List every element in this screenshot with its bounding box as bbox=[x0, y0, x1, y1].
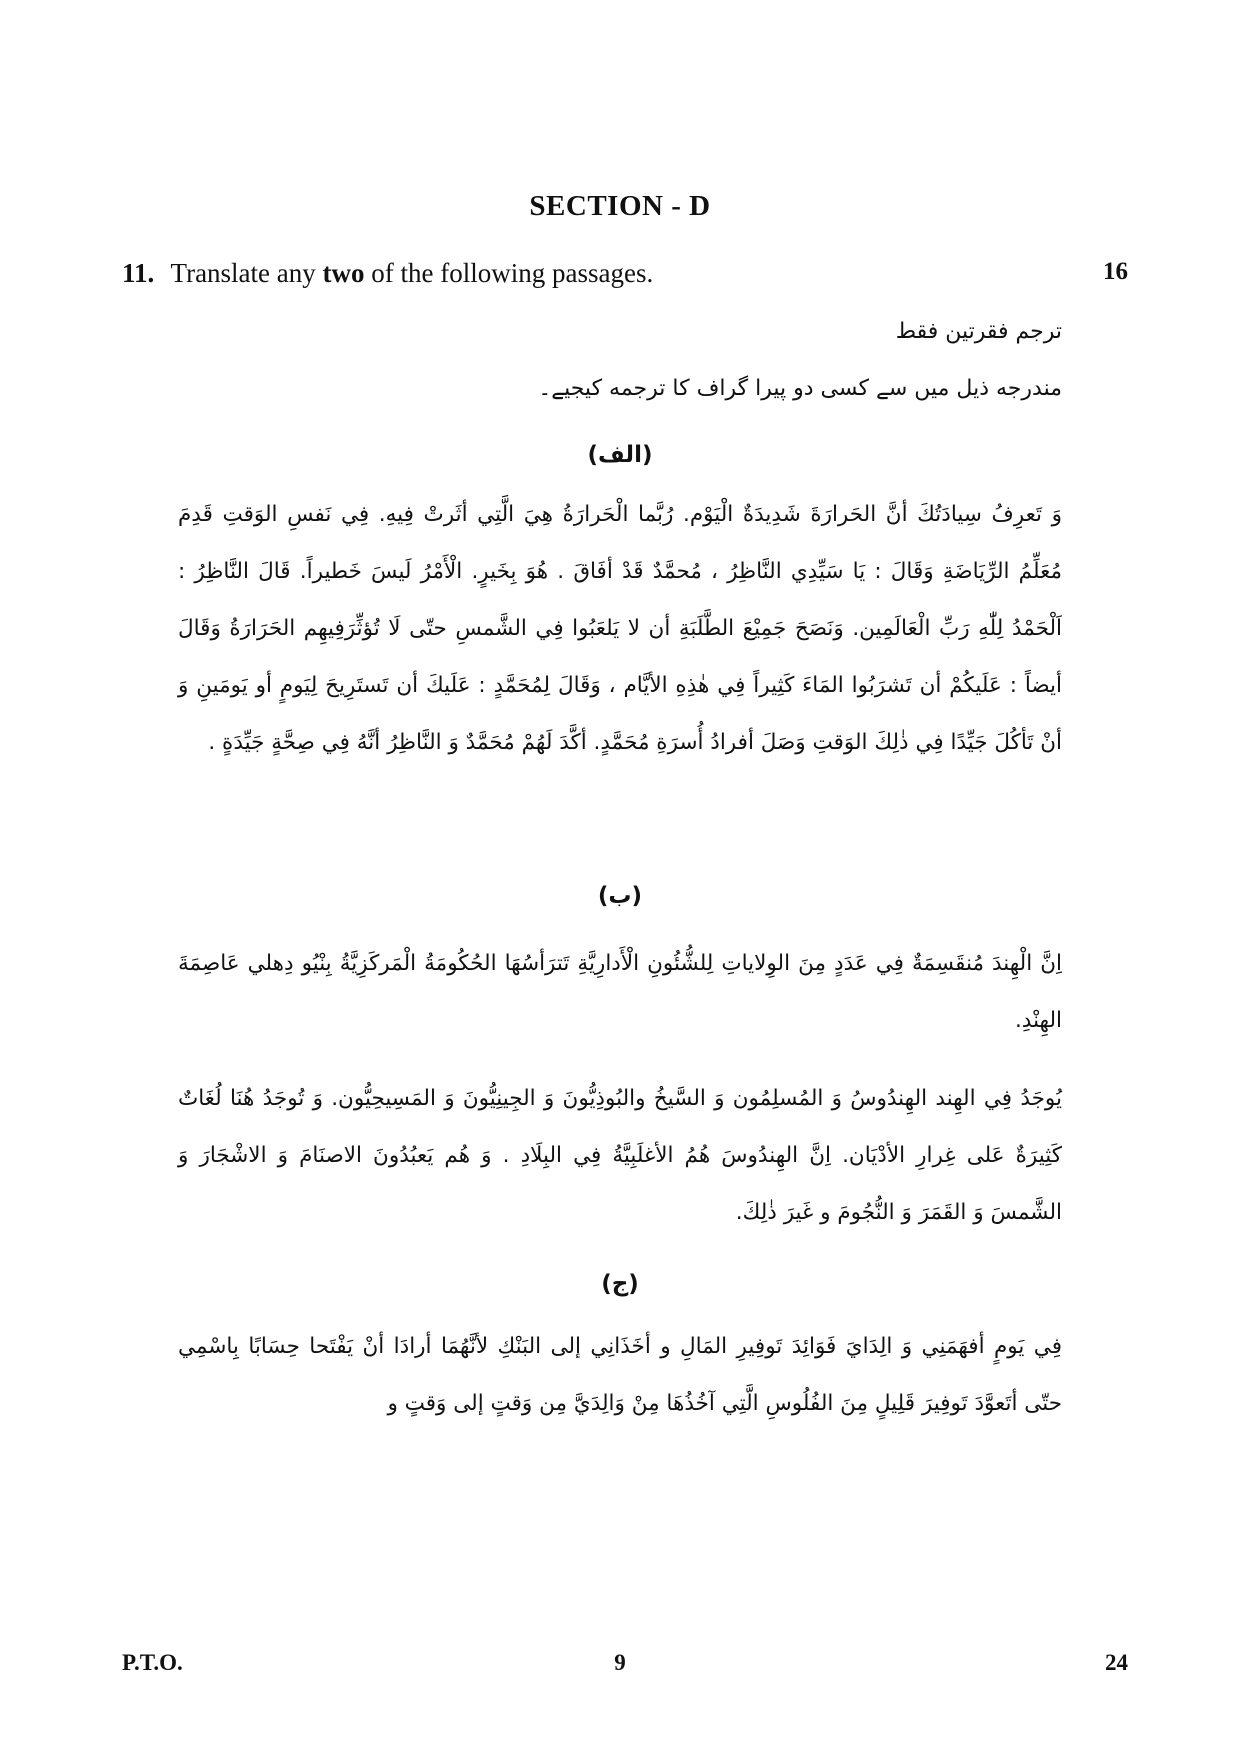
passage-c-label: (ج) bbox=[601, 1271, 639, 1297]
instruction-arabic: ترجم فقرتين فقط bbox=[895, 319, 1062, 344]
question-marks: 16 bbox=[1103, 258, 1128, 285]
question-text-bold: two bbox=[322, 258, 365, 288]
passage-b-paragraph-1: اِنَّ الْهِندَ مُنقَسِمَةٌ فِي عَدَدٍ مِنَ الوِلاياتِ لِلشُّئُونِ الْأَدارِيَّةِ تَترَأسُهَا الحُكُومَةُ الْمَركَزِيَّةُ بِنْيُو دِهلي عَاصِمَةَ الهِنْدِ. bbox=[178, 951, 1062, 1033]
passage-c-text: فِي يَومٍ أفهَمَنِي وَ الِدَايَ فَوَائِدَ تَوفِيرِ المَالِ و أخَذَانِي إلى البَنْكِ لأنَّهُمَا أرادَا أنْ يَفْتَحا حِسَابًا بِاسْمِي حتّى أتَعوَّدَ تَوفِيرَ قَلِيلٍ مِنَ الفُلُوسِ الَّتِي آخُذُهَا مِنْ وَالِدَيَّ مِن وَقتٍ إلى وَقتٍ و bbox=[178, 1334, 1062, 1416]
passage-a-text: وَ تَعرِفُ سِيادَتُكَ أنَّ الحَرارَةَ شَدِيدَةٌ الْيَوْم. رُبَّما الْحَرارَةُ هِيَ الَّتِي أثَرتْ فِيهِ. فِي نَفسِ الوَقتِ قَدِمَ مُعَلِّمُ الرِّيَاضَةِ وَقَالَ : يَا سَيِّدِي النَّاظِرُ ، مُحمَّدٌ قَدْ أفَاقَ . هُوَ بِخَيرٍ. الْأَمْرُ لَيسَ خَطيراً. قَالَ النَّاظِرُ : اَلْحَمْدُ لِلّٰهِ رَبِّ الْعَالَمِين. وَنَصَحَ جَمِيْعَ الطَّلَبَةِ أن لا يَلعَبُوا فِي الشَّمسِ حتّى لَا تُؤثِّرَفِيهِم الحَرَارَةُ وَقَالَ أيضاً : عَلَيكُمْ أن تَشرَبُوا المَاءَ كَثِيراً فِي هٰذِهِ الأيَّام ، وَقَالَ لِمُحَمَّدٍ : عَلَيكَ أن تَستَرِيحَ لِيَومٍ أو يَومَينِ وَ أنْ تَأكُلَ جَيِّدًا فِي ذٰلِكَ الوَقتِ وَصَلَ أفرادُ أُسرَةِ مُحَمَّدٍ. أكَّدَ لَهُمْ مُحَمَّدٌ وَ النَّاظِرُ أنَّهُ فِي صِحَّةٍ جَيِّدَةٍ . bbox=[178, 502, 1062, 755]
passage-b-label: (ب) bbox=[597, 883, 643, 909]
footer-page-number: 9 bbox=[614, 1650, 626, 1675]
footer-code: 24 bbox=[1105, 1650, 1128, 1675]
passage-a-label: (الف) bbox=[587, 442, 653, 468]
question-text-before: Translate any bbox=[170, 258, 316, 288]
section-heading: SECTION - D bbox=[529, 190, 711, 222]
question-number: 11. bbox=[122, 258, 155, 288]
question-11 bbox=[122, 258, 1112, 289]
footer-pto: P.T.O. bbox=[122, 1650, 183, 1675]
passage-b-paragraph-2: يُوجَدُ فِي الهِند الهِندُوسُ وَ المُسلِمُون وَ السَّيخُ والبُوذِيُّونَ وَ الجِينِيُّونَ وَ المَسِيحِيُّون. وَ تُوجَدُ هُنَا لُغَاتٌ كَثِيرَةٌ عَلى غِرارِ الأدْيَان. اِنَّ الهِندُوسَ هُمُ الأغلَبِيَّةُ فِي البِلَادِ . وَ هُم يَعبُدُونَ الاصنَامَ وَ الاشْجَارَ وَ الشَّمسَ وَ القَمَرَ وَ النُّجُومَ و غَيرَ ذٰلِكَ. bbox=[178, 1086, 1062, 1225]
question-text-after: of the following passages. bbox=[371, 258, 654, 288]
instruction-urdu: مندرجه ذیل میں سے کسی دو پیرا گراف کا ترجمه کیجیے۔ bbox=[538, 376, 1062, 401]
